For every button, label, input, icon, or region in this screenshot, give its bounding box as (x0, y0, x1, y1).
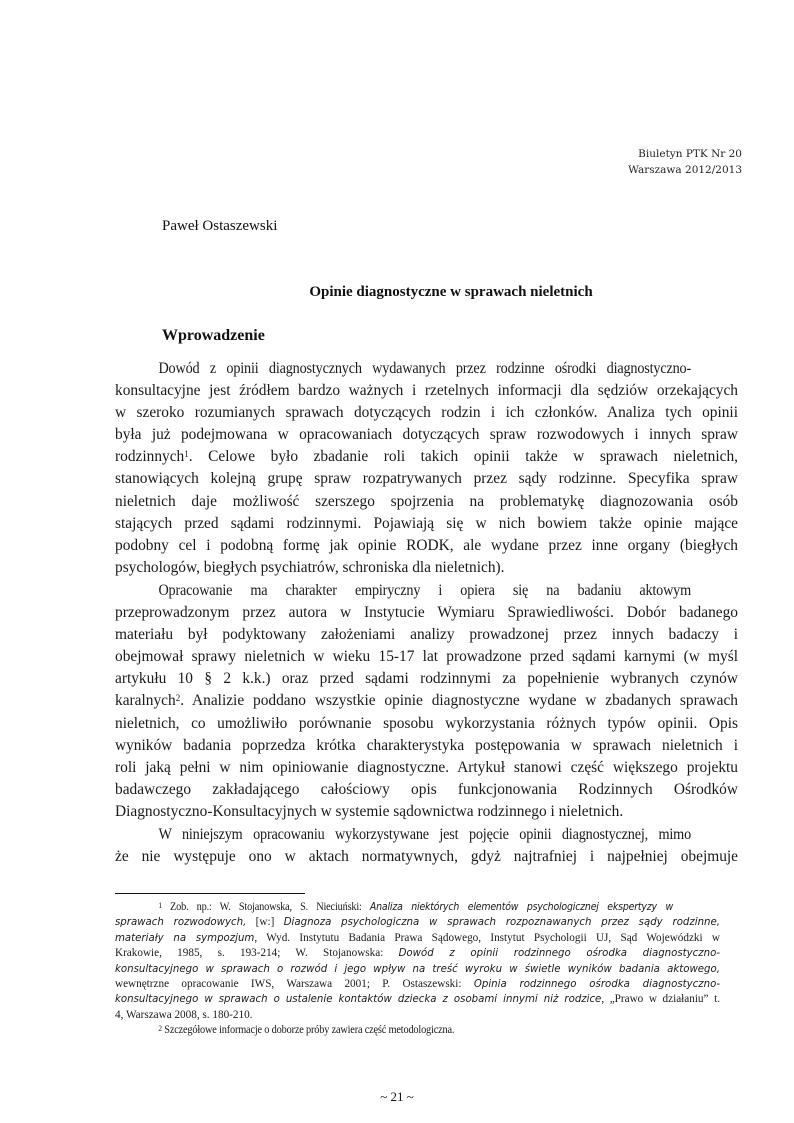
page-number: ~ 21 ~ (380, 1089, 414, 1104)
body-text (115, 358, 738, 868)
text-line: artykułu 10 § 2 k.k.) oraz przed sądami rodzinnymi za popełnienie wybranych czynów (115, 670, 738, 688)
footnote-2 (115, 1023, 720, 1038)
footnote-text: Krakowie, 1985, s. 193-214; W. Stojanowska: (115, 947, 399, 960)
text-line: w szeroko rozumianych sprawach dotyczących rodzin i ich członków. Analiza tych opinii (115, 404, 738, 422)
text-line: konsultacyjne jest źródłem bardzo ważnych i rzetelnych informacji dla sędziów orzekających (115, 382, 738, 400)
footnote-line (115, 992, 720, 1007)
footnote-text: , Wyd. Instytutu Badania Prawa Sądowego, Instytut Psychologii UJ, Sąd Wojewódzki w (254, 931, 721, 944)
text-line: W niniejszym opracowaniu wykorzystywane jest pojęcie opinii diagnostycznej, mimo (158, 825, 692, 843)
journal-name: Biuletyn PTK Nr 20 (638, 148, 742, 160)
place-year: Warszawa 2012/2013 (628, 164, 742, 176)
text-line: materiału był podyktowany założeniami analizy prowadzonej przez innych badaczy i (115, 626, 738, 644)
text-line: stanowiących kolejną grupę spraw rozpatrywanych przez sądy rodzinne. Specyfika spraw (115, 470, 738, 488)
text-line: Opracowanie ma charakter empiryczny i opiera się na badaniu aktowym (158, 581, 692, 599)
text-line: nieletnich daje możliwość szerszego spojrzenia na problematykę diagnozowania osób (115, 492, 738, 510)
footnote-italic-title: sprawach rozwodowych, (115, 917, 247, 929)
footnote-ref-2[interactable]: 2 (175, 693, 181, 704)
text-line: roli jaką pełni w nim opiniowanie diagnostyczne. Artykuł stanowi część większego projektu (115, 758, 738, 776)
text-line (115, 690, 738, 712)
text-line: nieletnich, co umożliwiło porównanie sposobu wykorzystania różnych typów opinii. Opis (115, 714, 738, 732)
text-fragment: karalnych (115, 692, 176, 710)
footnote-line (115, 962, 720, 977)
section-heading: Wprowadzenie (162, 327, 265, 344)
footnote-line (115, 1023, 673, 1038)
footnote-number: 1 (158, 901, 162, 910)
footnote-italic-title: Dowód z opinii rodzinnego ośrodka diagnostyczno- (398, 948, 720, 960)
footnote-italic-title: Diagnoza psychologiczna w sprawach rozpoznawanych przez sądy rodzinne, (283, 917, 720, 929)
footnote-text: [w:] (246, 916, 284, 929)
footnote-line (115, 946, 720, 961)
text-line: wyników badania poprzedza krótka charakterystyka postępowania w sprawach nieletnich i (115, 736, 738, 754)
text-line: stających przed sądami rodzinnymi. Pojawiają się w nich bowiem także opinie mające (115, 514, 738, 532)
text-line: Dowód z opinii diagnostycznych wydawanych przez rodzinne ośrodki diagnostyczno- (158, 360, 692, 377)
footnote-line (115, 915, 720, 930)
footnote-text: wewnętrzne opracowanie IWS, Warszawa 2001; P. Ostaszewski: (115, 978, 474, 991)
text-line: psychologów, biegłych psychiatrów, schroniska dla nieletnich). (115, 558, 505, 576)
footnote-line (115, 977, 720, 992)
text-line: obejmował sprawy nieletnich w wieku 15-17 lat prowadzone przed sądami karnymi (w myśl (115, 648, 738, 666)
footnote-italic-title: materiały na sympozjum (115, 932, 255, 944)
footnotes (115, 900, 720, 1039)
paragraph-1 (115, 358, 738, 579)
footnote-italic-title: Opinia rodzinnego ośrodka diagnostyczno- (473, 979, 720, 991)
text-fragment: . Celowe było zbadanie roli takich opinii także w sprawach nieletnich, (188, 448, 738, 466)
footnote-line (115, 900, 673, 915)
text-line: podobny cel i podobną formę jak opinie RODK, ale wydane przez inne organy (biegłych (115, 536, 738, 554)
text-line: badawczego zakładającego całościowy opis funkcjonowania Rodzinnych Ośrodków (115, 780, 738, 798)
footnote-1 (115, 900, 720, 1023)
text-line: Diagnostyczno-Konsultacyjnych w systemie sądownictwa rodzinnego i nieletnich. (115, 802, 624, 820)
text-line (115, 446, 738, 468)
text-line: przeprowadzonym przez autora w Instytucie Wymiaru Sprawiedliwości. Dobór badanego (115, 604, 738, 622)
footnote-separator (115, 893, 305, 894)
text-fragment: . Analizie poddano wszystkie opinie diagnostyczne wydane w zbadanych sprawach (180, 692, 738, 710)
footnote-line (115, 1008, 720, 1023)
footnote-text: Szczegółowe informacje o doborze próby zawiera część metodologiczna. (164, 1024, 455, 1037)
footnote-text: 4, Warszawa 2008, s. 180-210. (115, 1008, 253, 1021)
text-fragment: rodzinnych (115, 448, 185, 466)
paragraph-3 (115, 824, 738, 868)
footnote-italic-title: konsultacyjnego w sprawach o rozwód i jego wpływ na treść wyroku w świetle wyników badania aktowego, (115, 963, 720, 975)
text-line: że nie występuje ono w aktach normatywnych, gdyż najtrafniej i najpełniej obejmuje (115, 848, 738, 866)
footnote-text: , „Prawo w działaniu” t. (601, 993, 720, 1006)
author-name: Paweł Ostaszewski (162, 218, 278, 234)
footnote-line (115, 931, 720, 946)
footnote-ref-1[interactable]: 1 (184, 449, 189, 460)
footnote-italic-title: konsultacyjnego w sprawach o ustalenie kontaktów dziecka z osobami innymi niż rodzice (115, 994, 602, 1006)
article-title: Opinie diagnostyczne w sprawach nieletnich (309, 284, 593, 300)
footnote-text: Zob. np.: W. Stojanowska, S. Nieciuński: (170, 901, 370, 913)
running-header (628, 146, 742, 178)
text-line: była już podejmowana w opracowaniach dotyczących spraw rozwodowych i innych spraw (115, 426, 738, 444)
paragraph-2 (115, 580, 738, 823)
footnote-number: 2 (158, 1024, 162, 1034)
footnote-italic-title: Analiza niektórych elementów psychologicznej ekspertyzy w (369, 902, 673, 913)
